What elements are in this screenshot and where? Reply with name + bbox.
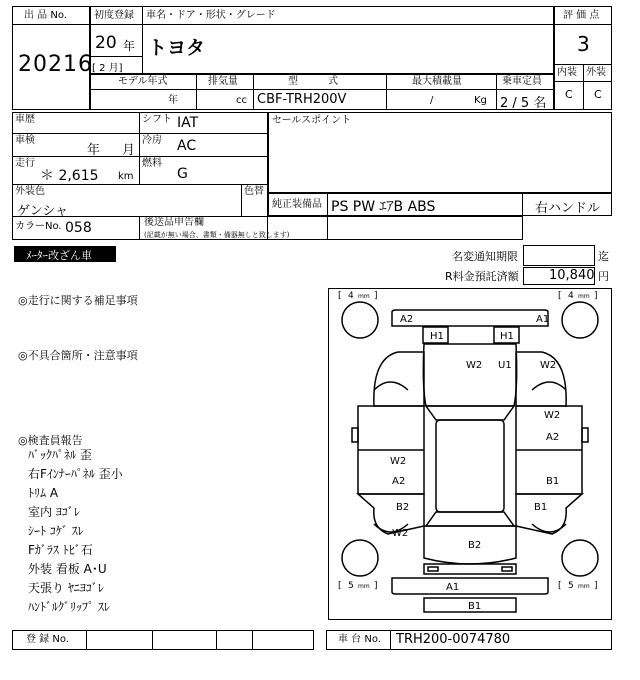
capacity-value: 2 / 5 名 <box>500 96 547 111</box>
inspector-line: ﾊﾝﾄﾞﾙｸﾞﾘｯﾌﾟ ｽﾚ <box>28 600 110 614</box>
steering-value: 右ハンドル <box>535 201 601 216</box>
mark-rear-panel: B1 <box>468 601 482 612</box>
shift-value: IAT <box>177 115 199 131</box>
aircon-value: AC <box>177 138 197 154</box>
tire-front-right-unit: mm <box>578 293 590 300</box>
driving-notes-heading: ◎走行に関する補足事項 <box>18 294 138 307</box>
interior-label: 内装 <box>557 67 577 78</box>
right-quarter-shape <box>516 494 582 534</box>
name-change-deadline-unit: 迄 <box>598 250 609 263</box>
fuel-label: 燃料 <box>142 158 162 169</box>
first-registration-month: [ 2 月] <box>92 63 123 74</box>
registration-number-label: 登 録 No. <box>26 634 69 645</box>
chassis-number-label: 車 台 No. <box>338 634 381 645</box>
front-bumper-shape <box>392 310 548 326</box>
mark-left-front-door-a: W2 <box>390 456 407 467</box>
recycle-fee-label: R料金預託済額 <box>445 270 519 283</box>
interior-grade: C <box>565 88 573 101</box>
mileage-value: ＊ 2,615 <box>40 168 99 184</box>
odometer-tampered-text: ﾒｰﾀｰ改ざん車 <box>26 249 92 262</box>
tire-rear-right-depth: 5 <box>568 581 574 591</box>
color-number-label: カラーNo. <box>15 221 62 232</box>
sales-points-label: セールスポイント <box>272 115 352 126</box>
model-type: CBF-TRH200V <box>257 92 347 107</box>
tire-front-right-shape <box>562 302 598 338</box>
aircon-label: 冷房 <box>142 135 162 146</box>
tire-rear-left-unit: mm <box>358 583 370 590</box>
left-quarter-shape <box>358 494 424 534</box>
svg-text:[: [ <box>338 581 342 591</box>
mark-hood-u: U1 <box>498 360 512 371</box>
mark-left-rear: W2 <box>392 528 409 539</box>
tire-rear-left-depth: 5 <box>348 581 354 591</box>
model-year-label: モデル年式 <box>118 76 168 87</box>
capacity-label: 乗車定員 <box>502 76 542 87</box>
first-registration-year: 20 <box>95 33 117 53</box>
max-load-label: 最大積載量 <box>412 76 462 87</box>
aftermarket-note: (記載が無い場合、書類・備器無しと致します) <box>144 231 290 239</box>
defects-heading: ◎不具合箇所・注意事項 <box>18 349 138 362</box>
max-load-unit: Kg <box>474 95 487 106</box>
inspector-line: 天張り ﾔﾆﾖｺﾞﾚ <box>28 581 104 595</box>
rear-bumper-shape <box>392 578 548 594</box>
model-type-label: 型 式 <box>288 76 338 87</box>
svg-text:[: [ <box>558 581 562 591</box>
recycle-fee-unit: 円 <box>598 270 609 283</box>
roof-shape <box>436 420 504 512</box>
tire-rear-right-shape <box>562 540 598 576</box>
left-front-fender-shape <box>374 352 424 406</box>
tire-front-left-label: [ <box>338 291 342 301</box>
equipment-label: 純正装備品 <box>272 199 322 210</box>
inspection-label: 車検 <box>15 135 35 146</box>
inspection-year-unit: 年 <box>87 143 101 158</box>
score-label: 評 価 点 <box>563 10 600 21</box>
inspector-line: 右Fｲﾝﾅｰﾊﾟﾈﾙ 歪小 <box>28 467 123 481</box>
mark-rear-bumper: A1 <box>446 582 460 593</box>
exterior-label: 外装 <box>586 67 606 78</box>
mark-hood: W2 <box>466 360 483 371</box>
car-name-label: 車名・ドア・形状・グレード <box>146 10 276 21</box>
mark-right-front-door-a: W2 <box>544 410 561 421</box>
mark-headlight-right: H1 <box>500 331 514 342</box>
mileage-label: 走行 <box>15 158 35 169</box>
mark-right-fender: W2 <box>540 360 557 371</box>
overall-score: 3 <box>577 32 590 56</box>
exterior-color-label: 外装色 <box>15 186 45 197</box>
mark-headlight-left: H1 <box>430 331 444 342</box>
max-load-slash: / <box>430 95 434 106</box>
tire-front-right-depth: 4 <box>568 291 574 301</box>
inspector-report-heading: ◎検査員報告 <box>18 434 83 447</box>
tire-rear-right-unit: mm <box>578 583 590 590</box>
chassis-number: TRH200-0074780 <box>396 632 511 647</box>
tire-front-left-depth: 4 <box>348 291 354 301</box>
inspector-line: 室内 ﾖｺﾞﾚ <box>28 505 80 519</box>
displacement-label: 排気量 <box>208 76 238 87</box>
svg-text:]: ] <box>374 291 378 301</box>
first-registration-label: 初度登録 <box>94 10 134 21</box>
inspector-line: ﾄﾘﾑ A <box>28 486 59 500</box>
name-change-deadline-label: 名変通知期限 <box>452 250 518 263</box>
rear-glass-shape <box>426 512 514 526</box>
shift-label: シフト <box>142 114 172 125</box>
tire-rear-left-shape <box>342 540 378 576</box>
first-registration-year-unit: 年 <box>123 39 136 53</box>
windshield-shape <box>426 406 514 420</box>
svg-text:]: ] <box>374 581 378 591</box>
vehicle-damage-diagram <box>328 288 612 620</box>
recycle-fee-value: 10,840 <box>549 268 595 283</box>
mark-left-front-door-b: A2 <box>392 476 406 487</box>
equipment-value: PS PW ｴｱB ABS <box>331 199 436 215</box>
mark-front-bumper-left: A2 <box>400 314 414 325</box>
svg-text:[: [ <box>558 291 562 301</box>
inspector-line: ﾊﾞｯｸﾊﾟﾈﾙ 歪 <box>28 448 92 462</box>
mark-back-door: B2 <box>468 540 482 551</box>
svg-text:]: ] <box>594 581 598 591</box>
car-name: トヨタ <box>148 37 206 59</box>
tire-front-left-unit: mm <box>358 293 370 300</box>
inspector-line: Fｶﾞﾗｽ ﾄﾋﾞ石 <box>28 543 93 557</box>
lot-number: 20216 <box>18 52 93 77</box>
color-number-value: 058 <box>65 220 92 236</box>
inspection-month-unit: 月 <box>122 143 136 158</box>
model-year-unit: 年 <box>168 95 178 106</box>
mark-right-front-door-b: A2 <box>546 432 560 443</box>
inspector-line: 外装 看板 A･U <box>28 562 107 576</box>
hood-shape <box>423 344 516 406</box>
aftermarket-label: 後送品申告欄 <box>144 217 204 228</box>
mark-front-bumper-right: A1 <box>536 314 550 325</box>
mark-left-quarter: B2 <box>396 502 410 513</box>
name-change-deadline-field <box>523 245 595 266</box>
history-label: 車歴 <box>15 114 35 125</box>
exterior-grade: C <box>594 88 602 101</box>
inspector-line: ｼｰﾄ ｺｹﾞ ｽﾚ <box>28 524 84 538</box>
mark-right-rear-door: B1 <box>546 476 560 487</box>
mileage-unit: km <box>118 171 134 182</box>
displacement-unit: cc <box>236 95 247 106</box>
tire-front-left-shape <box>342 302 378 338</box>
inspector-report-lines <box>28 446 298 617</box>
svg-text:]: ] <box>594 291 598 301</box>
exterior-color-value: ゲンシャ <box>17 204 69 219</box>
mark-right-quarter: B1 <box>534 502 548 513</box>
color-change-label: 色替 <box>244 186 264 197</box>
lot-number-label: 出 品 No. <box>24 10 67 21</box>
fuel-value: G <box>177 166 188 182</box>
